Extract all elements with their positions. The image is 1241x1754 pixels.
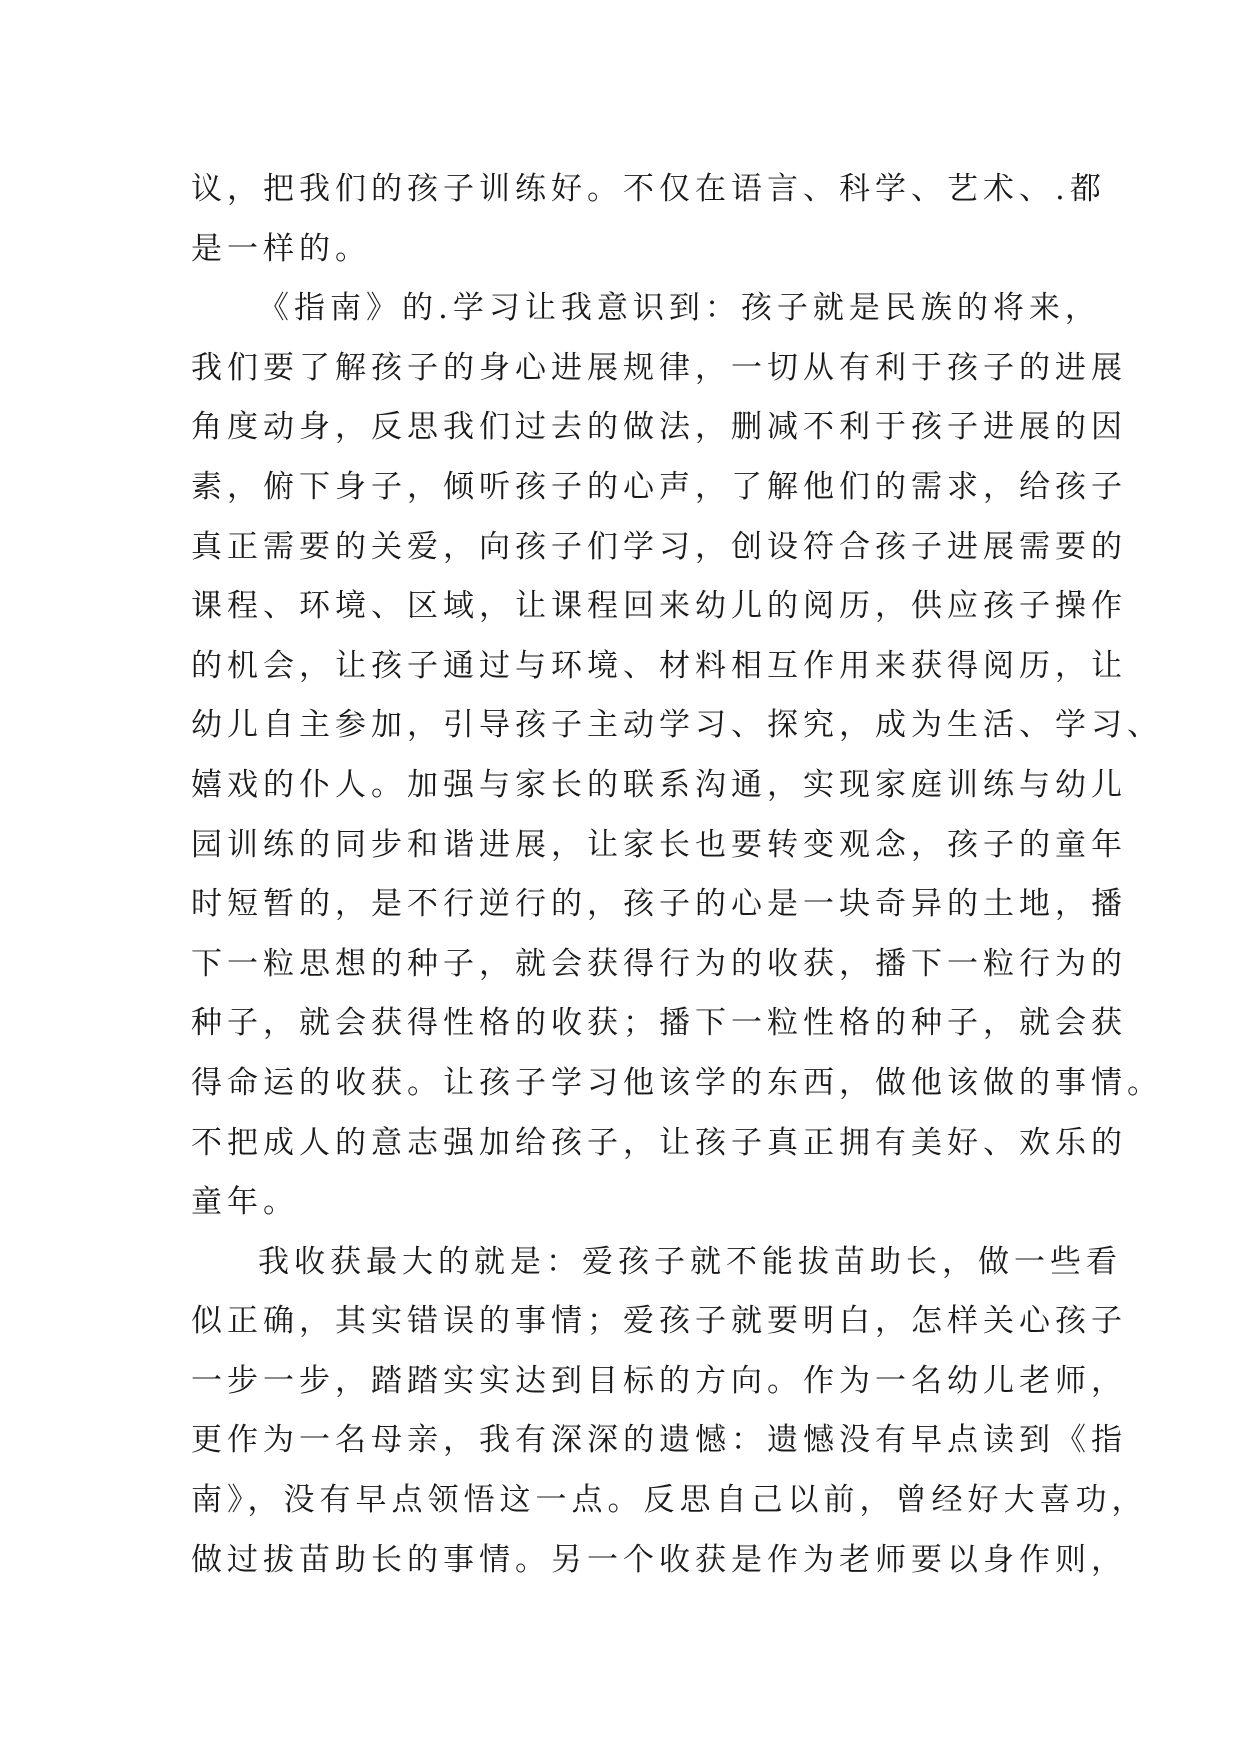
text-line: 嬉戏的仆人。加强与家长的联系沟通，实现家庭训练与幼儿 bbox=[191, 766, 1127, 803]
paragraph-first-line: 《指南》的.学习让我意识到：孩子就是民族的将来， bbox=[258, 290, 1101, 327]
text-line: 课程、环境、区域，让课程回来幼儿的阅历，供应孩子操作 bbox=[191, 588, 1127, 625]
text-line: 是一样的。 bbox=[191, 230, 371, 267]
paragraph-first-line: 我收获最大的就是：爱孩子就不能拔苗助长，做一些看 bbox=[258, 1243, 1122, 1280]
text-line: 种子，就会获得性格的收获；播下一粒性格的种子，就会获 bbox=[191, 1005, 1127, 1042]
text-line: 不把成人的意志强加给孩子，让孩子真正拥有美好、欢乐的 bbox=[191, 1124, 1127, 1161]
text-line: 议，把我们的孩子训练好。不仅在语言、科学、艺术、.都 bbox=[191, 171, 1106, 207]
text-line: 童年。 bbox=[191, 1184, 299, 1221]
text-line: 更作为一名母亲，我有深深的遗憾：遗憾没有早点读到《指 bbox=[191, 1422, 1127, 1459]
text-line: 一步一步，踏踏实实达到目标的方向。作为一名幼儿老师， bbox=[191, 1362, 1127, 1399]
text-line: 得命运的收获。让孩子学习他该学的东西，做他该做的事情。 bbox=[191, 1064, 1163, 1101]
text-line: 真正需要的关爱，向孩子们学习，创设符合孩子进展需要的 bbox=[191, 528, 1127, 565]
text-line: 素，俯下身子，倾听孩子的心声，了解他们的需求，给孩子 bbox=[191, 468, 1127, 505]
text-line: 下一粒思想的种子，就会获得行为的收获，播下一粒行为的 bbox=[191, 945, 1127, 982]
text-line: 时短暂的，是不行逆行的，孩子的心是一块奇异的土地，播 bbox=[191, 886, 1127, 923]
text-line: 我们要了解孩子的身心进展规律，一切从有利于孩子的进展 bbox=[191, 349, 1127, 386]
text-line: 南》，没有早点领悟这一点。反思自己以前，曾经好大喜功， bbox=[191, 1482, 1148, 1519]
text-line: 园训练的同步和谐进展，让家长也要转变观念，孩子的童年 bbox=[191, 826, 1127, 863]
text-line: 似正确，其实错误的事情；爱孩子就要明白，怎样关心孩子 bbox=[191, 1303, 1127, 1340]
text-line: 做过拔苗助长的事情。另一个收获是作为老师要以身作则， bbox=[191, 1541, 1127, 1578]
document-body bbox=[191, 160, 1163, 1590]
text-line: 角度动身，反思我们过去的做法，删减不利于孩子进展的因 bbox=[191, 409, 1127, 446]
text-line: 的机会，让孩子通过与环境、材料相互作用来获得阅历，让 bbox=[191, 647, 1127, 684]
text-line: 幼儿自主参加，引导孩子主动学习、探究，成为生活、学习、 bbox=[191, 707, 1163, 744]
